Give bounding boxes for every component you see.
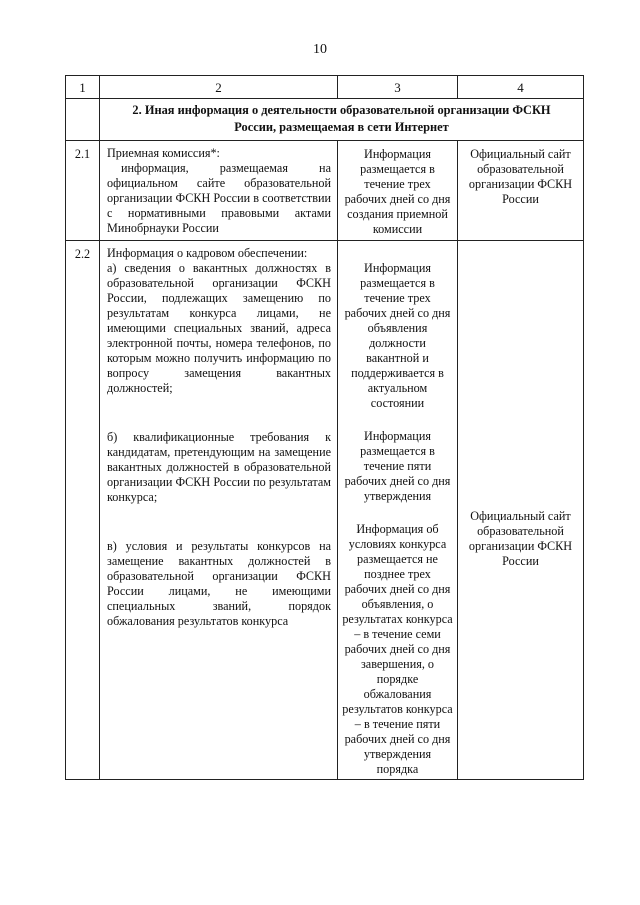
table-row-2-2 (66, 241, 584, 780)
row-description (100, 141, 338, 241)
section-title: 2. Иная информация о деятельности образовательной организации ФСКН России, размещаемая в сети Интернет (100, 99, 584, 141)
header-cell-4: 4 (458, 76, 584, 99)
staffing-title: Информация о кадровом обеспечении: (107, 246, 308, 260)
row-number: 2.1 (66, 141, 100, 241)
header-cell-1: 1 (66, 76, 100, 99)
row-deadline (338, 241, 458, 780)
deadline-c: Информация об условиях конкурса размещается не позднее трех рабочих дней со дня объявления, о результатах конкурса – в течение семи рабочих дней со дня завершения, о порядке обжалования результатов конкурса – в течение пяти рабочих дней со дня утверждения порядка (342, 522, 453, 776)
staffing-item-b: б) квалификационные требования к кандидатам, претендующим на замещение вакантных должностей в образовательной организации ФСКН России по результатам конкурса; (107, 430, 331, 504)
table-row-2-1 (66, 141, 584, 241)
header-cell-2: 2 (100, 76, 338, 99)
header-cell-3: 3 (338, 76, 458, 99)
section-row (66, 99, 584, 141)
admission-committee-title: Приемная комиссия*: (107, 146, 220, 160)
header-row (66, 76, 584, 99)
page-number: 10 (313, 42, 327, 57)
requirements-table (65, 75, 584, 780)
deadline-a: Информация размещается в течение трех рабочих дней со дня объявления должности вакантной и поддерживается в актуальном состоянии (344, 261, 451, 410)
deadline-b: Информация размещается в течение пяти рабочих дней со дня утверждения (344, 429, 451, 503)
staffing-item-a: а) сведения о вакантных должностях в образовательной организации ФСКН России, подлежащих замещению по результатам конкурса лицами, не имеющими специальных званий, адреса электронной почты, номера телефонов, по которым можно получить информацию по вопросу замещения вакантных должностей; (107, 261, 331, 395)
row-location: Официальный сайт образовательной организации ФСКН России (458, 141, 584, 241)
staffing-item-c: в) условия и результаты конкурсов на замещение вакантных должностей в образовательной организации ФСКН России лицами, не имеющими специальных званий, порядок обжалования результатов конкурса (107, 539, 331, 628)
row-number: 2.2 (66, 241, 100, 780)
section-empty-cell (66, 99, 100, 141)
location-text: Официальный сайт образовательной организации ФСКН России (468, 509, 573, 568)
row-location (458, 241, 584, 780)
admission-committee-text: информация, размещаемая на официальном сайте образовательной организации ФСКН России в соответствии с нормативными правовыми актами Минобрнауки России (107, 161, 331, 235)
row-deadline: Информация размещается в течение трех рабочих дней со дня создания приемной комиссии (338, 141, 458, 241)
row-description (100, 241, 338, 780)
